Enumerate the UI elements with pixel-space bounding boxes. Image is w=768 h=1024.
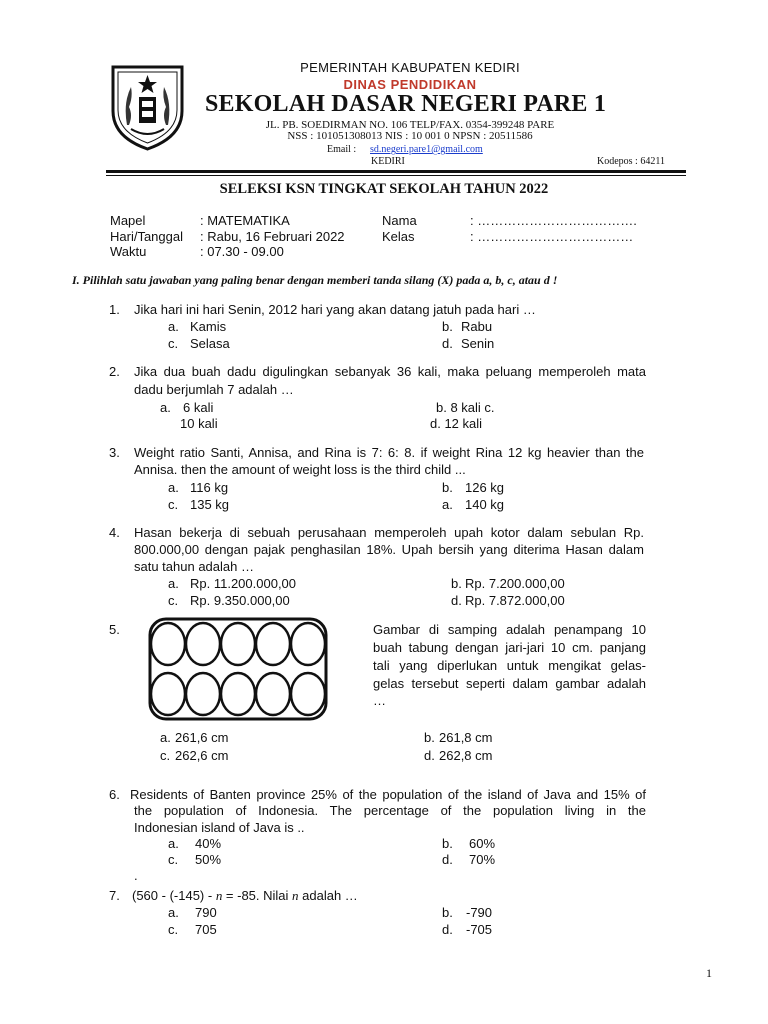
option-text: Rp. 7.872.000,00 (465, 593, 565, 608)
question-number: 1. (109, 302, 120, 317)
question-text (132, 888, 358, 904)
option-letter[interactable]: c. (168, 852, 179, 867)
option-letter[interactable]: d. (451, 593, 462, 608)
option-text: Rp. 11.200.000,00 (190, 576, 297, 591)
school-name: SEKOLAH DASAR NEGERI PARE 1 (205, 91, 607, 117)
question-text: … (373, 693, 386, 708)
variable-n: n (215, 888, 223, 903)
option-text: 10 kali (180, 416, 218, 431)
question-number: 4. (109, 525, 120, 540)
option-text: 790 (195, 905, 217, 920)
option-text: 6 kali (183, 400, 214, 415)
question-number: 7. (109, 888, 120, 903)
option-text: 40% (195, 836, 222, 851)
option-letter[interactable]: a. (168, 480, 179, 495)
stray-dot: . (134, 868, 138, 883)
variable-n: n (292, 888, 299, 903)
option-letter[interactable]: d. (442, 922, 453, 937)
class-field: : ……………………………… (470, 229, 634, 244)
question-text: gelas tersebut seperti dalam gambar adalah (373, 676, 646, 691)
question-number: 6. (109, 787, 120, 802)
class-label: Kelas (382, 229, 415, 244)
option-text: Rp. 9.350.000,00 (190, 593, 290, 608)
question-text: Annisa. then the amount of weight loss is the third child ... (134, 462, 466, 477)
option-letter[interactable]: a. (168, 905, 179, 920)
question-text: Indonesian island of Java is .. (134, 820, 305, 835)
question-text: satu tahun adalah … (134, 559, 254, 574)
option-letter[interactable]: a. (160, 400, 171, 415)
option-text: 705 (195, 922, 217, 937)
question-number: 2. (109, 364, 120, 379)
page-number: 1 (706, 966, 712, 980)
question-number: 3. (109, 445, 120, 460)
option-text: 135 kg (190, 497, 230, 512)
option-text: Rabu (461, 319, 493, 334)
option-text: 126 kg (465, 480, 505, 495)
question-text: Jika hari ini hari Senin, 2012 hari yang akan datang jatuh pada hari … (134, 302, 536, 317)
header-rule-thick (106, 170, 686, 173)
option-text: 140 kg (465, 497, 505, 512)
tubes-figure (148, 617, 328, 726)
subject-value: : MATEMATIKA (200, 213, 290, 228)
option-text: -705 (466, 922, 493, 937)
expression-part: = -85. Nilai (222, 888, 293, 903)
kediri-coat-of-arms-icon (109, 63, 186, 151)
expression-part: (560 - (-145) - (132, 888, 216, 903)
question-text: 800.000,00 dengan pajak penghasilan 18%. Upah bersih yang diterima Hasan dalam (134, 542, 644, 557)
option-text: Selasa (190, 336, 230, 351)
option-letter[interactable]: b. (442, 319, 453, 334)
email-label: Email : (327, 144, 357, 155)
question-text: tali yang diperlukan untuk mengikat gelas- (373, 658, 646, 673)
school-ids: NSS : 101051308013 NIS : 10 001 0 NPSN : 20511586 (287, 130, 533, 142)
option-text: 261,8 cm (439, 730, 493, 745)
option-letter[interactable]: b. (451, 576, 462, 591)
option-letter[interactable]: b. (442, 836, 453, 851)
option-text: b. 8 kali c. (436, 400, 495, 415)
option-letter[interactable]: c. (168, 593, 179, 608)
option-text: d. 12 kali (430, 416, 483, 431)
option-text: 60% (469, 836, 496, 851)
option-letter[interactable]: b. (442, 905, 453, 920)
time-label: Waktu (110, 244, 147, 259)
option-letter[interactable]: b. (442, 480, 453, 495)
question-number: 5. (109, 622, 120, 637)
option-letter[interactable]: d. (442, 852, 453, 867)
email-link[interactable]: sd.negeri.pare1@gmail.com (370, 144, 483, 155)
option-text: 70% (469, 852, 496, 867)
question-text: buah tabung dengan jari-jari 10 cm. panjang (373, 640, 646, 655)
school-address: JL. PB. SOEDIRMAN NO. 106 TELP/FAX. 0354-399248 PARE (265, 119, 555, 131)
expression-part: adalah … (298, 888, 358, 903)
option-text: Kamis (190, 319, 227, 334)
city: KEDIRI (371, 156, 405, 167)
subject-label: Mapel (110, 213, 146, 228)
question-text: Weight ratio Santi, Annisa, and Rina is 7: 6: 8. if weight Rina 12 kg heavier than the (134, 445, 644, 460)
option-letter[interactable]: b. (424, 730, 435, 745)
option-letter[interactable]: a. (168, 836, 179, 851)
option-letter[interactable]: a. (160, 730, 171, 745)
postal-code: Kodepos : 64211 (597, 156, 665, 167)
option-letter[interactable]: a. (168, 319, 179, 334)
option-text: 116 kg (190, 480, 229, 495)
option-letter[interactable]: a. (442, 497, 453, 512)
question-text: Gambar di samping adalah penampang 10 (373, 622, 646, 637)
question-text: Residents of Banten province 25% of the population of the island of Java and 15% of (130, 787, 646, 802)
question-text: Hasan bekerja di sebuah perusahaan memperoleh upah kotor dalam sebulan Rp. (134, 525, 644, 540)
question-text: dadu berjumlah 7 adalah … (134, 382, 294, 397)
option-letter[interactable]: c. (168, 497, 179, 512)
option-text: Rp. 7.200.000,00 (465, 576, 565, 591)
government-name: PEMERINTAH KABUPATEN KEDIRI (300, 60, 520, 75)
question-text: Jika dua buah dadu digulingkan sebanyak 36 kali, maka peluang memperoleh mata (134, 364, 646, 379)
option-letter[interactable]: c. (160, 748, 171, 763)
option-text: Senin (461, 336, 495, 351)
name-field: : ………………………………. (470, 213, 637, 228)
option-text: 261,6 cm (175, 730, 229, 745)
option-letter[interactable]: c. (168, 922, 179, 937)
option-letter[interactable]: c. (168, 336, 179, 351)
option-letter[interactable]: d. (442, 336, 453, 351)
time-value: : 07.30 - 09.00 (200, 244, 284, 259)
date-label: Hari/Tanggal (110, 229, 183, 244)
option-text: 262,6 cm (175, 748, 229, 763)
name-label: Nama (382, 213, 417, 228)
option-letter[interactable]: d. (424, 748, 435, 763)
header-rule-thin (106, 175, 686, 176)
office-name: DINAS PENDIDIKAN (343, 77, 477, 92)
option-text: 262,8 cm (439, 748, 493, 763)
option-letter[interactable]: a. (168, 576, 179, 591)
option-text: -790 (466, 905, 493, 920)
exam-title: SELEKSI KSN TINGKAT SEKOLAH TAHUN 2022 (219, 181, 549, 197)
question-text: the population of Indonesia. The percentage of the population living in the (134, 803, 646, 818)
instruction: I. Pilihlah satu jawaban yang paling benar dengan memberi tanda silang (X) pada a, b, c, atau d ! (72, 273, 558, 287)
option-text: 50% (195, 852, 222, 867)
date-value: : Rabu, 16 Februari 2022 (200, 229, 345, 244)
